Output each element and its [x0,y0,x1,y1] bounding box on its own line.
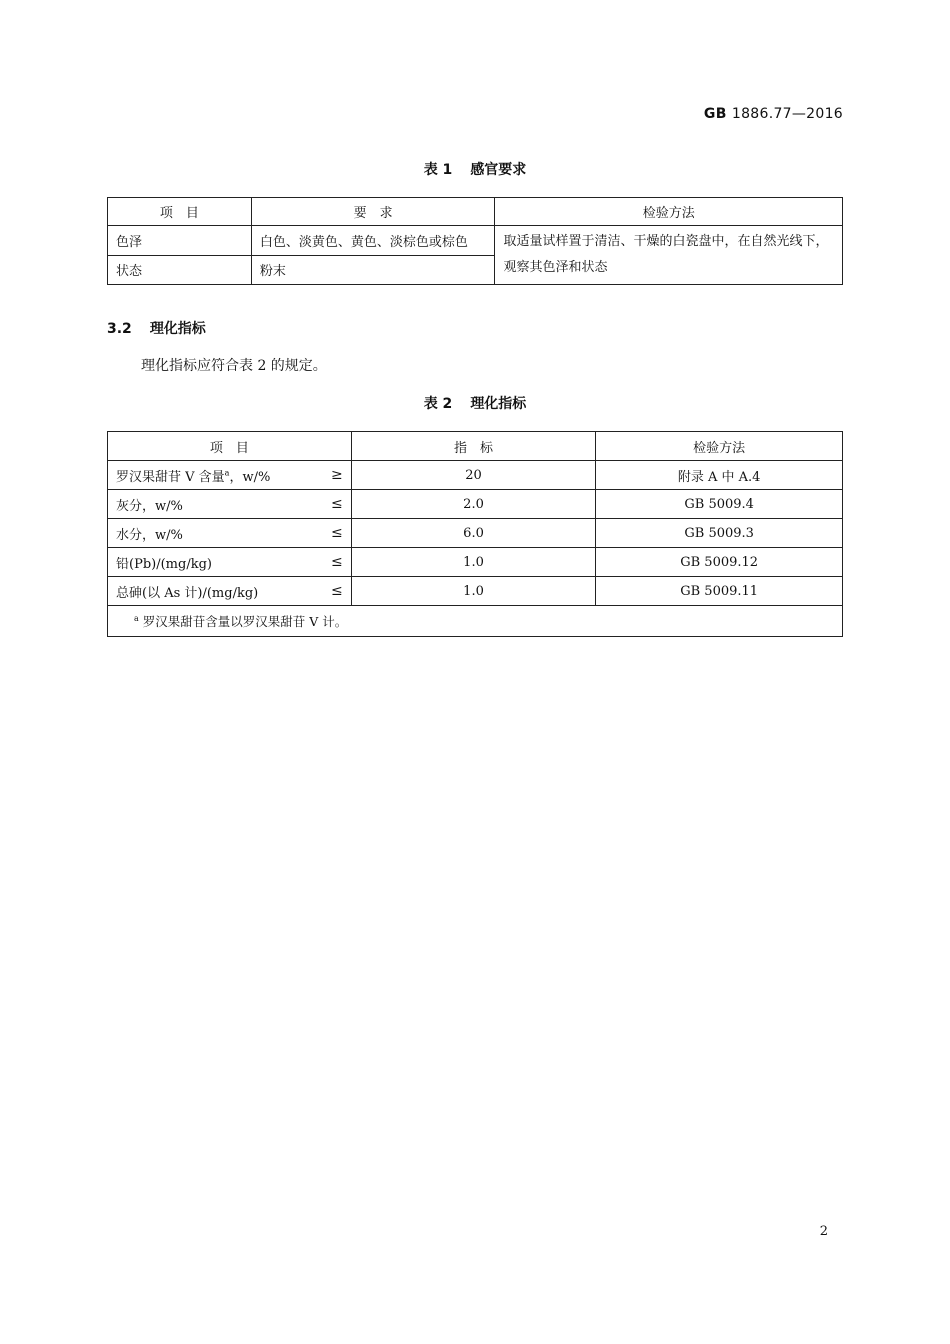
table2-footnote [108,606,843,637]
table-row [108,226,843,256]
table1-item: 状态 [108,255,252,285]
comparison-symbol: ≥ [330,467,343,483]
table2-value: 2.0 [351,490,596,519]
table1-title: 感官要求 [470,162,527,178]
table2-footnote-row [108,606,843,637]
table2-method: GB 5009.12 [596,548,843,577]
table2-value: 1.0 [351,577,596,606]
item-unit: ，w/% [229,469,271,485]
table2-title: 理化指标 [470,396,527,412]
section-title: 理化指标 [149,321,206,337]
comparison-symbol: ≤ [330,583,343,599]
table2-header-row [108,432,843,461]
item-unit: ，w/% [142,527,183,543]
section-heading [107,318,206,338]
table-row [108,519,843,548]
document-code [704,106,843,122]
comparison-symbol: ≤ [330,554,343,570]
table1-requirement: 粉末 [251,255,495,285]
table2-item [108,461,352,490]
table2-value: 20 [351,461,596,490]
table2-method: GB 5009.4 [596,490,843,519]
item-label: 罗汉果甜苷 V 含量 [116,469,225,485]
table2-item [108,548,352,577]
table2-method: 附录 A 中 A.4 [596,461,843,490]
page-number: 2 [819,1224,828,1239]
table2-header-item: 项 目 [108,432,352,461]
table2-value: 6.0 [351,519,596,548]
sensory-requirements-table [107,197,843,285]
item-label: 总砷(以 As 计)/(mg/kg) [116,585,259,601]
table-row [108,577,843,606]
item-label: 铅(Pb)/(mg/kg) [116,556,212,572]
table-row [108,548,843,577]
table-row [108,461,843,490]
table1-method: 取适量试样置于清洁、干燥的白瓷盘中，在自然光线下，观察其色泽和状态 [495,226,843,285]
table1-label: 表 1 [423,162,453,178]
document-code-number: 1886.77—2016 [731,106,843,122]
table2-item [108,519,352,548]
footnote-ref: a [224,468,230,478]
table1-header-item: 项 目 [108,198,252,226]
footnote-text: 罗汉果甜苷含量以罗汉果甜苷 V 计。 [142,614,348,629]
footnote-mark: a [134,613,139,623]
table1-header-method: 检验方法 [495,198,843,226]
table2-method: GB 5009.11 [596,577,843,606]
item-label: 水分 [116,527,143,543]
document-code-prefix: GB [703,106,727,122]
table1-item: 色泽 [108,226,252,256]
comparison-symbol: ≤ [330,525,343,541]
table2-label: 表 2 [423,396,453,412]
table1-caption [107,159,843,179]
table2-method: GB 5009.3 [596,519,843,548]
comparison-symbol: ≤ [330,496,343,512]
section-paragraph: 理化指标应符合表 2 的规定。 [141,358,327,374]
table1-header-requirement: 要 求 [251,198,495,226]
table1-header-row [108,198,843,226]
table2-value: 1.0 [351,548,596,577]
section-number: 3.2 [107,321,132,337]
physicochemical-indicators-table [107,431,843,637]
item-label: 灰分 [116,498,143,514]
table-row [108,490,843,519]
table2-caption [107,393,843,413]
table2-header-indicator: 指 标 [351,432,596,461]
table1-requirement: 白色、淡黄色、黄色、淡棕色或棕色 [251,226,495,256]
item-unit: ，w/% [142,498,183,514]
table2-header-method: 检验方法 [596,432,843,461]
table2-item [108,577,352,606]
table2-item [108,490,352,519]
